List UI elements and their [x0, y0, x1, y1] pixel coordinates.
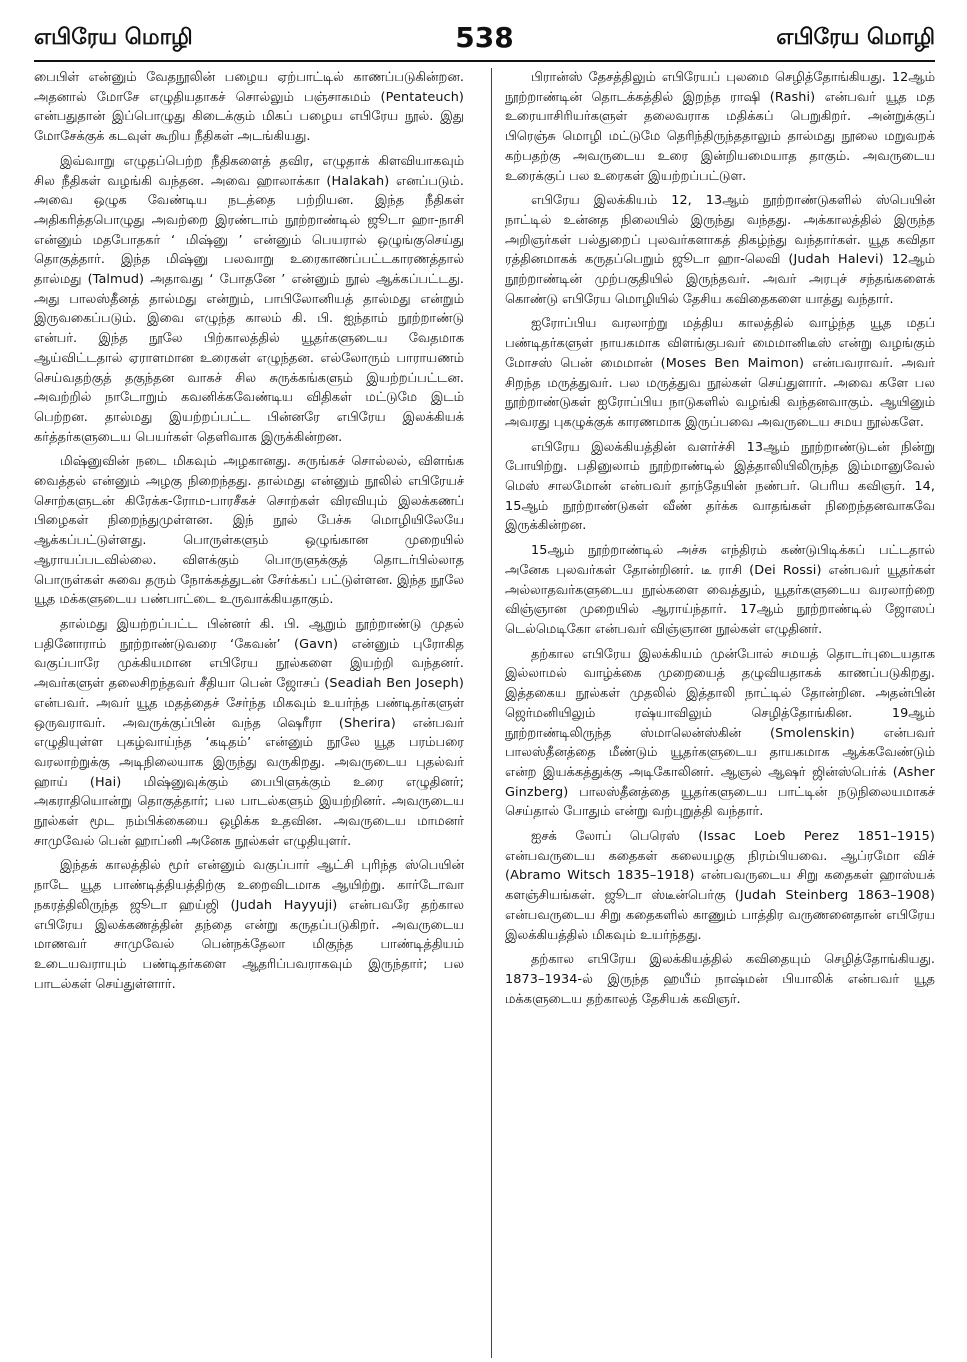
paragraph: எபிரேய இலக்கியத்தின் வளர்ச்சி 13ஆம் நூற்றாண்டுடன் நின்று போயிற்று. பதினுலாம் நூற்றாண்டில் இத்தாலியிலிருந்த இம்மானுவேல் மெஸ் சாலமோன் என்பவர் தாந்தேயின் நண்பர். பெரிய கவிஞர். 14, 15ஆம் நூற்றாண்டுகள் வீண் தர்க்க வாதங்கள் நிறைந்தனவாகவே இருக்கின்றன.	[505, 439, 935, 534]
paragraph: இந்தக் காலத்தில் மூர் என்னும் வகுப்பார் ஆட்சி புரிந்த ஸ்பெயின் நாடே யூத பாண்டித்தியத்திற்கு உறைவிடமாக ஆயிற்று. கார்டோவா நகரத்திலிருந்த ஜூடா ஹய்ஜி (Judah Hayyuji) என்பவரே தற்கால எபிரேய இலக்கணத்தின் தந்தை என்று கருதப்படுகிறர். அவருடைய மாணவர் சாமுவேல் பென்நக்தேலா மிகுந்த பாண்டித்தியம் உடையவராயும் பண்டிதர்களை ஆதரிப்பவராகவும் இருந்தார்; பல பாடல்கள் செய்துள்ளார்.	[34, 858, 464, 992]
paragraph: தால்மது இயற்றப்பட்ட பின்னர் கி. பி. ஆறும் நூற்றாண்டு முதல் பதினோராம் நூற்றாண்டுவரை ‘கேவன்’ (Gavn) என்னும் புரோகித வகுப்பாரே முக்கியமான எபிரேய நூல்களை இயற்றி வந்தனர். அவர்களுள் தலைசிறந்தவர் சீதியா பென் ஜோசப் (Seadiah Ben Joseph) என்பவர். அவர் யூத மதத்தைச் சேர்ந்த மிகவும் உயர்ந்த பண்டிதர்களுள் ஒருவராவர். அவருக்குப்பின் வந்த ஷெரீரா (Sherira) என்பவர் எழுதியுள்ள புகழ்வாய்ந்த ‘கடிதம்’ என்னும் நூலே யூத பரம்பரை வரலாற்றுக்கு அடிநிலையாக இருந்து வருகிறது. அவருடைய புதல்வர் ஹாய் (Hai) மிஷ்னுவுக்கும் பைபிளுக்கும் உரை எழுதினர்; அகராதியொன்று தொகுத்தார்; பல பாடல்களும் இயற்றினர். அவருடைய நூல்கள் மூட நம்பிக்கையை ஒழிக்க உதவின. அவருடைய மாமனர் சாமுவேல் பென் ஹாப்னி அனேக நூல்கள் எழுதியுளர்.	[34, 616, 464, 849]
left-column	[34, 68, 464, 1014]
column-divider	[491, 68, 492, 1358]
running-title-right: எபிரேய மொழி	[776, 25, 935, 50]
running-title-left: எபிரேய மொழி	[34, 25, 193, 50]
paragraph: இவ்வாறு எழுதப்பெற்ற நீதிகளைத் தவிர, எழுதாக் கிளவியாகவும் சில நீதிகள் வழங்கி வந்தன. அவை ஹாலாக்கா (Halakah) எனப்படும். அவை ஒழுக வேண்டிய நடத்தை பற்றியன. இந்த நீதிகள் அதிகரித்தபொழுது அவற்றை இரண்டாம் நூற்றாண்டில் ஜூடா ஹா-நாசி என்னும் மதபோதகர் ‘ மிஷ்னு ’ என்னும் பெயரால் ஒழுங்குசெய்து தொகுத்தார். இந்த மிஷ்னு பலவாறு உரைகாணப்பட்டகாரணத்தால் தால்மது (Talmud) அதாவது ‘ போதனே ’ என்னும் நூல் ஆக்கப்பட்டது. அது பாலஸ்தீனத் தால்மது என்றும், பாபிலோனியத் தால்மது என்றும் இருவகைப்படும். இவை எழுந்த காலம் கி. பி. ஐந்தாம் நூற்றாண்டு என்பர். இந்த நூலே பிற்காலத்தில் யூதர்களுடைய வேதமாக ஆய்விட்டதால் ஏராளமான உரைகள் எழுந்தன. எல்லோரும் பாராயணம் செய்வதற்குத் தகுந்தன வாகச் சில சுருக்கங்களும் இயற்றப்பட்டன. அவற்றில் நாடோறும் கவனிக்கவேண்டிய விதிகள் மட்டுமே இடம் பெற்றன. தால்மது இயற்றப்பட்ட பின்னரே எபிரேய இலக்கியக் கர்த்தர்களுடைய பெயர்கள் தெளிவாக இருக்கின்றன.	[34, 153, 464, 445]
header-rule	[34, 60, 935, 62]
paragraph: எபிரேய இலக்கியம் 12, 13ஆம் நூற்றாண்டுகளில் ஸ்பெயின் நாட்டில் உன்னத நிலையில் இருந்து வந்தது. அக்காலத்தில் இருந்த அறிஞர்கள் பல்துறைப் புலவர்களாகத் திகழ்ந்து வந்தார்கள். யூத கவிதா ரத்தினமாகக் கருதப்பெறும் ஜூடா ஹா-லெவி (Judah Halevi) 12ஆம் நூற்றாண்டின் முற்பகுதியில் இருந்தவர். அவர் அரபுச் சந்தங்களைக் கொண்டு எபிரேய மொழியில் தேசிய கவிதைகளை யாத்து வந்தார்.	[505, 193, 935, 307]
paragraph: 15ஆம் நூற்றாண்டில் அச்சு எந்திரம் கண்டுபிடிக்கப் பட்டதால் அனேக புலவர்கள் தோன்றினர். டீ ராசி (Dei Rossi) என்பவர் யூதர்கள் அல்லாதவர்களுடைய நூல்களை வைத்தும், யூதர்களுடைய வரலாற்றை விஞ்ஞான முறையில் ஆராய்ந்தார். 17ஆம் நூற்றாண்டில் ஜோஸப் டெல்மெடிகோ என்பவர் விஞ்ஞான நூல்கள் எழுதினர்.	[505, 543, 935, 637]
paragraph: தற்கால எபிரேய இலக்கியம் முன்போல் சமயத் தொடர்புடையதாக இல்லாமல் வாழ்க்கை முறையைத் தழுவியதாகக் காணப்படுகிறது. இத்தகைய நூல்கள் முதலில் இத்தாலி நாட்டில் தோன்றின. அதன்பின் ஜெர்மனியிலும் ரஷ்யாவிலும் செழித்தோங்கின. 19ஆம் நூற்றாண்டிலிருந்த ஸ்மாலென்ஸ்கின் (Smolenskin) என்பவர் பாலஸ்தீனத்தை மீண்டும் யூதர்களுடைய தாயகமாக ஆக்கவேண்டும் என்ற இயக்கத்துக்கு அடிகோலினர். ஆஞல் ஆஷர் ஜின்ஸ்பெர்க் (Asher Ginzberg) பாலஸ்தீனத்தை யூதர்களுடைய பாட்டின் நடுநிலையமாகச் செய்தால் போதும் என்று வற்புறுத்தி வந்தார்.	[505, 646, 935, 820]
right-column	[505, 68, 935, 1014]
paragraph: மிஷ்னுவின் நடை மிகவும் அழகானது. சுருங்கச் சொல்லல், விளங்க வைத்தல் என்னும் அழகு நிறைந்தது. தால்மது என்னும் நூலில் எபிரேயச் சொற்களுடன் கிரேக்க-ரோம-பாரசீகச் சொற்கள் விரவியும் இலக்கணப் பிழைகள் நிறைந்துமுள்ளன. இந் நூல் பேச்சு மொழியிலேயே ஆக்கப்பட்டுள்ளது. பொருள்களும் ஒழுங்கான முறையில் ஆராயப்படவில்லை. விளக்கும் பொருளுக்குத் தொடர்பில்லாத பொருள்கள் சுவை தரும் நோக்கத்துடன் சேர்க்கப் பட்டுள்ளன. இந்த நூலே யூத மக்களுடைய பண்பாட்டை உருவாக்கியதாகும்.	[34, 454, 464, 608]
page-number: 538	[455, 21, 514, 54]
text-columns	[34, 68, 935, 1014]
page-header	[34, 18, 935, 58]
paragraph: பிரான்ஸ் தேசத்திலும் எபிரேயப் புலமை செழித்தோங்கியது. 12ஆம் நூற்றாண்டின் தொடக்கத்தில் இறந்த ராஷி (Rashi) என்பவர் யூத மத உரையாசிரியர்களுள் தலைவராக மதிக்கப் பெறுகிறர். அன்றுக்குப் பிரெஞ்சு மொழி மட்டுமே தெரிந்திருந்ததாலும் தால்மது நூலை மறுவறக் கற்பதற்கு அவருடைய உரை இன்றியமையாத தாகும். அவருடைய உரைக்குப் பல உரைகள் இயற்றப்பட்டுள.	[505, 70, 935, 184]
paragraph: ஐரோப்பிய வரலாற்று மத்திய காலத்தில் வாழ்ந்த யூத மதப் பண்டிதர்களுள் நாயகமாக விளங்குபவர் மைமானிடீஸ் என்று வழங்கும் மோசஸ் பென் மைமான் (Moses Ben Maimon) என்பவராவர். அவர் சிறந்த மருத்துவர். பல மருத்துவ நூல்கள் செய்துளார். அவை களே பல நூற்றாண்டுகள் ஐரோப்பிய நாடுகளில் வழங்கி வந்தனவாகும். ஆயினும் அவரது புகழுக்குக் காரணமாக இருப்பவை அவருடைய சமய நூல்களே.	[505, 316, 935, 430]
paragraph: பைபிள் என்னும் வேதநூலின் பழைய ஏற்பாட்டில் காணப்படுகின்றன. அதனால் மோசே எழுதியதாகச் சொல்லும் பஞ்சாகமம் (Pentateuch) என்பதுதான் இப்பொழுது கிடைக்கும் மிகப் பழைய எபிரேய நூல். இது மோசேக்குக் கடவுள் கூறிய நீதிகள் அடங்கியது.	[34, 70, 464, 145]
paragraph: தற்கால எபிரேய இலக்கியத்தில் கவிதையும் செழித்தோங்கியது. 1873–1934-ல் இருந்த ஹயீம் நாஷ்மன் பியாலிக் என்பவர் யூத மக்களுடைய தற்காலத் தேசியக் கவிஞர்.	[505, 952, 935, 1007]
paragraph: ஐசக் லோப் பெரெஸ் (Issac Loeb Perez 1851–1915) என்பவருடைய கதைகள் கலையழகு நிரம்பியவை. ஆப்ரமோ விச் (Abramo Witsch 1835–1918) என்பவருடைய சிறு கதைகள் ஹாஸ்யக் களஞ்சியங்கள். ஜூடா ஸ்டீன்பெர்கு (Judah Steinberg 1863–1908) என்பவருடைய சிறு கதைகளில் காணும் பாத்திர வருணனைதான் எபிரேய இலக்கியத்தில் மிகவும் உயர்ந்தது.	[505, 829, 935, 943]
